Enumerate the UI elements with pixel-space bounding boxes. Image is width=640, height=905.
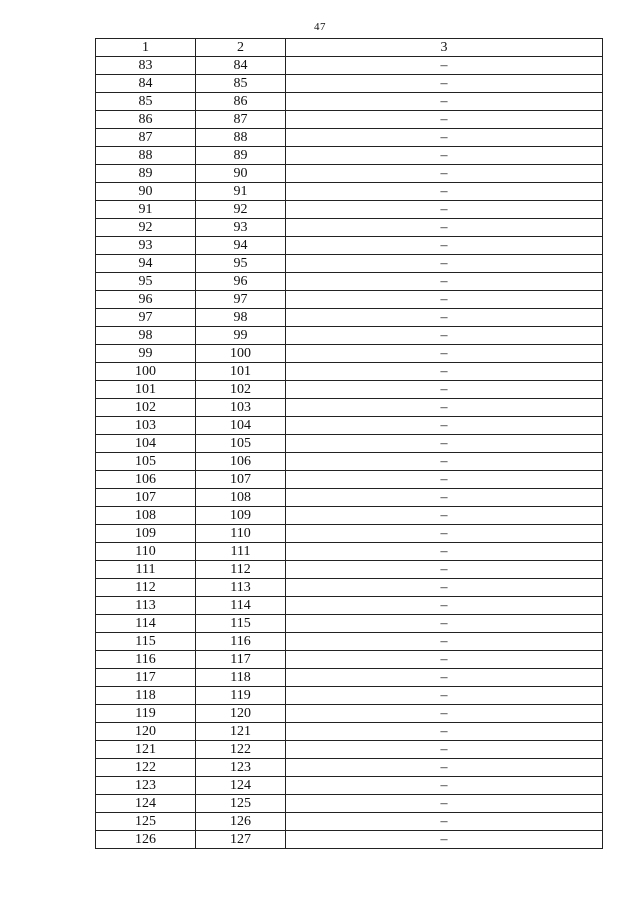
table-cell-col-2: 107 (196, 471, 286, 489)
table-cell-col-3: – (286, 777, 603, 795)
table-cell-col-3: – (286, 831, 603, 849)
table-cell-col-3: – (286, 237, 603, 255)
table-cell-col-1: 107 (96, 489, 196, 507)
table-body (96, 57, 603, 849)
table-cell-col-3: – (286, 345, 603, 363)
table-cell-col-1: 98 (96, 327, 196, 345)
table-cell-col-1: 85 (96, 93, 196, 111)
header-row (96, 39, 603, 57)
table-cell-col-3: – (286, 633, 603, 651)
table-cell-col-1: 108 (96, 507, 196, 525)
table-row (96, 507, 603, 525)
table-cell-col-2: 85 (196, 75, 286, 93)
table-cell-col-2: 126 (196, 813, 286, 831)
table-cell-col-3: – (286, 543, 603, 561)
table-cell-col-3: – (286, 381, 603, 399)
table-cell-col-1: 115 (96, 633, 196, 651)
table-cell-col-3: – (286, 741, 603, 759)
table-cell-col-3: – (286, 507, 603, 525)
table-row (96, 597, 603, 615)
table-cell-col-3: – (286, 147, 603, 165)
table-cell-col-3: – (286, 615, 603, 633)
table-cell-col-1: 102 (96, 399, 196, 417)
table-row (96, 165, 603, 183)
table-cell-col-3: – (286, 417, 603, 435)
table-cell-col-2: 98 (196, 309, 286, 327)
table-cell-col-1: 121 (96, 741, 196, 759)
table-cell-col-3: – (286, 93, 603, 111)
table-cell-col-2: 97 (196, 291, 286, 309)
table-cell-col-3: – (286, 255, 603, 273)
table-cell-col-1: 103 (96, 417, 196, 435)
table-cell-col-2: 113 (196, 579, 286, 597)
table-row (96, 723, 603, 741)
table-cell-col-1: 123 (96, 777, 196, 795)
table-cell-col-3: – (286, 201, 603, 219)
table-row (96, 471, 603, 489)
table-cell-col-1: 117 (96, 669, 196, 687)
table-cell-col-2: 118 (196, 669, 286, 687)
table-row (96, 705, 603, 723)
table-cell-col-2: 105 (196, 435, 286, 453)
table-row (96, 345, 603, 363)
table-row (96, 309, 603, 327)
table-row (96, 129, 603, 147)
table-row (96, 111, 603, 129)
table-cell-col-2: 100 (196, 345, 286, 363)
table-row (96, 255, 603, 273)
table-row (96, 219, 603, 237)
column-header-2: 2 (196, 39, 286, 57)
table-row (96, 741, 603, 759)
table-row (96, 57, 603, 75)
table-row (96, 291, 603, 309)
table-cell-col-2: 91 (196, 183, 286, 201)
table-cell-col-3: – (286, 579, 603, 597)
table-cell-col-1: 112 (96, 579, 196, 597)
table-row (96, 579, 603, 597)
table-cell-col-2: 123 (196, 759, 286, 777)
table-cell-col-3: – (286, 111, 603, 129)
column-header-3: 3 (286, 39, 603, 57)
table-cell-col-3: – (286, 219, 603, 237)
table-cell-col-2: 119 (196, 687, 286, 705)
table-cell-col-3: – (286, 651, 603, 669)
table-cell-col-1: 118 (96, 687, 196, 705)
table-cell-col-2: 94 (196, 237, 286, 255)
table-cell-col-2: 104 (196, 417, 286, 435)
table-cell-col-1: 83 (96, 57, 196, 75)
table-cell-col-2: 109 (196, 507, 286, 525)
table-row (96, 93, 603, 111)
table-cell-col-2: 111 (196, 543, 286, 561)
table-cell-col-2: 88 (196, 129, 286, 147)
table-row (96, 363, 603, 381)
table-cell-col-1: 92 (96, 219, 196, 237)
table-cell-col-1: 93 (96, 237, 196, 255)
table-header (96, 39, 603, 57)
table-cell-col-3: – (286, 471, 603, 489)
table-cell-col-1: 84 (96, 75, 196, 93)
table-cell-col-1: 90 (96, 183, 196, 201)
table-cell-col-1: 122 (96, 759, 196, 777)
table-cell-col-3: – (286, 183, 603, 201)
table-cell-col-3: – (286, 453, 603, 471)
table-cell-col-2: 92 (196, 201, 286, 219)
table-cell-col-1: 110 (96, 543, 196, 561)
table-cell-col-3: – (286, 435, 603, 453)
table-cell-col-2: 115 (196, 615, 286, 633)
table-cell-col-1: 97 (96, 309, 196, 327)
table-cell-col-3: – (286, 687, 603, 705)
table-cell-col-3: – (286, 165, 603, 183)
column-header-1: 1 (96, 39, 196, 57)
table-cell-col-2: 124 (196, 777, 286, 795)
table-cell-col-2: 84 (196, 57, 286, 75)
table-cell-col-2: 121 (196, 723, 286, 741)
table-row (96, 75, 603, 93)
table-cell-col-3: – (286, 561, 603, 579)
table-cell-col-3: – (286, 489, 603, 507)
table-cell-col-2: 117 (196, 651, 286, 669)
table-cell-col-2: 86 (196, 93, 286, 111)
table-cell-col-3: – (286, 795, 603, 813)
table-cell-col-1: 88 (96, 147, 196, 165)
table-cell-col-3: – (286, 705, 603, 723)
table-row (96, 813, 603, 831)
table-row (96, 273, 603, 291)
table-row (96, 417, 603, 435)
table-cell-col-3: – (286, 399, 603, 417)
table-row (96, 381, 603, 399)
table-cell-col-2: 93 (196, 219, 286, 237)
table-row (96, 831, 603, 849)
table-cell-col-1: 91 (96, 201, 196, 219)
table-cell-col-3: – (286, 327, 603, 345)
table-cell-col-2: 95 (196, 255, 286, 273)
table-cell-col-3: – (286, 129, 603, 147)
table-cell-col-2: 102 (196, 381, 286, 399)
table-cell-col-2: 120 (196, 705, 286, 723)
table-row (96, 669, 603, 687)
table-cell-col-3: – (286, 57, 603, 75)
table-cell-col-1: 113 (96, 597, 196, 615)
table-cell-col-1: 106 (96, 471, 196, 489)
table-cell-col-1: 89 (96, 165, 196, 183)
table-cell-col-2: 103 (196, 399, 286, 417)
table-cell-col-1: 86 (96, 111, 196, 129)
table-row (96, 183, 603, 201)
table-cell-col-2: 89 (196, 147, 286, 165)
table-cell-col-3: – (286, 525, 603, 543)
table-cell-col-1: 114 (96, 615, 196, 633)
table-cell-col-1: 101 (96, 381, 196, 399)
table-row (96, 615, 603, 633)
table-cell-col-2: 125 (196, 795, 286, 813)
table-row (96, 147, 603, 165)
table-row (96, 777, 603, 795)
table-cell-col-2: 99 (196, 327, 286, 345)
table-cell-col-1: 87 (96, 129, 196, 147)
table-cell-col-1: 125 (96, 813, 196, 831)
table-cell-col-1: 94 (96, 255, 196, 273)
table-cell-col-2: 90 (196, 165, 286, 183)
table-cell-col-3: – (286, 291, 603, 309)
table-row (96, 525, 603, 543)
table-row (96, 633, 603, 651)
table-cell-col-3: – (286, 273, 603, 291)
table-cell-col-1: 104 (96, 435, 196, 453)
table-cell-col-1: 99 (96, 345, 196, 363)
table-row (96, 687, 603, 705)
table-cell-col-3: – (286, 363, 603, 381)
table-cell-col-2: 101 (196, 363, 286, 381)
table-cell-col-3: – (286, 597, 603, 615)
table-cell-col-1: 126 (96, 831, 196, 849)
table-cell-col-2: 110 (196, 525, 286, 543)
table-cell-col-3: – (286, 75, 603, 93)
table-cell-col-1: 96 (96, 291, 196, 309)
page-number: 47 (314, 21, 326, 33)
table-row (96, 201, 603, 219)
table-row (96, 759, 603, 777)
table-cell-col-1: 124 (96, 795, 196, 813)
table-cell-col-3: – (286, 813, 603, 831)
table-cell-col-1: 120 (96, 723, 196, 741)
table-cell-col-2: 127 (196, 831, 286, 849)
table-row (96, 489, 603, 507)
table-cell-col-2: 114 (196, 597, 286, 615)
table-cell-col-3: – (286, 669, 603, 687)
table-row (96, 651, 603, 669)
table-cell-col-1: 119 (96, 705, 196, 723)
table-row (96, 327, 603, 345)
table-cell-col-2: 96 (196, 273, 286, 291)
table-cell-col-2: 87 (196, 111, 286, 129)
table-cell-col-1: 105 (96, 453, 196, 471)
table-cell-col-1: 109 (96, 525, 196, 543)
table-cell-col-1: 95 (96, 273, 196, 291)
table-row (96, 399, 603, 417)
table-row (96, 543, 603, 561)
table-cell-col-3: – (286, 759, 603, 777)
table-cell-col-2: 122 (196, 741, 286, 759)
table-cell-col-3: – (286, 309, 603, 327)
table-row (96, 237, 603, 255)
table-cell-col-2: 112 (196, 561, 286, 579)
data-table (95, 38, 603, 849)
table-row (96, 795, 603, 813)
table-cell-col-1: 116 (96, 651, 196, 669)
table-cell-col-2: 106 (196, 453, 286, 471)
table-row (96, 435, 603, 453)
table-cell-col-3: – (286, 723, 603, 741)
table-cell-col-2: 108 (196, 489, 286, 507)
table-cell-col-1: 111 (96, 561, 196, 579)
table-cell-col-2: 116 (196, 633, 286, 651)
table-cell-col-1: 100 (96, 363, 196, 381)
table-row (96, 561, 603, 579)
table-row (96, 453, 603, 471)
